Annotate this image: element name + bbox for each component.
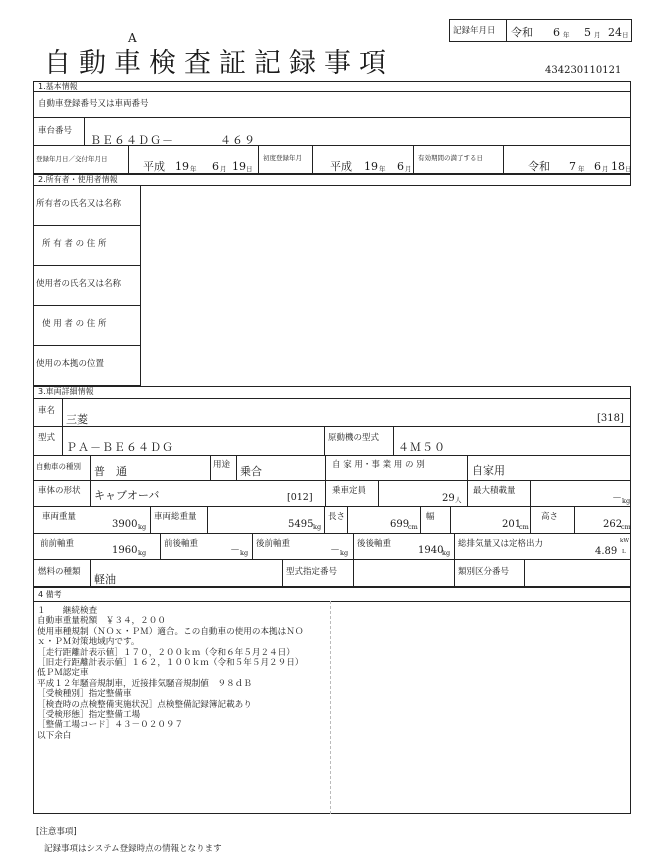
expiry-year: 7 bbox=[569, 160, 576, 173]
expiry-label: 有効期間の満了する日 bbox=[418, 154, 483, 162]
engine-model-label: 原動機の型式 bbox=[328, 433, 380, 443]
note-line: ［旧走行距離計表示値］１６２，１００ｋｍ（令和５年５月２９日） bbox=[37, 658, 304, 669]
reg-date-era: 平成 bbox=[143, 160, 165, 173]
rear-rear-axle-value: 1940 bbox=[418, 545, 444, 556]
record-date-era: 令和 bbox=[511, 26, 533, 39]
displacement-value: 4.89 bbox=[595, 546, 618, 557]
front-front-axle-value: 1960 bbox=[112, 545, 138, 556]
doc-number: 434230110121 bbox=[545, 65, 622, 76]
note-line: 使用車種規制（ＮＯｘ・ＰＭ）適合。この自動車の使用の本拠はＮＯ bbox=[37, 626, 304, 637]
fuel-type-label: 燃料の種類 bbox=[38, 567, 81, 577]
capacity-label: 乗車定員 bbox=[332, 486, 367, 496]
rear-front-axle-label: 後前軸重 bbox=[256, 539, 291, 549]
page-title: 自動車検査証記録事項 bbox=[44, 48, 394, 79]
owner-address-label: 所 有 者 の 住 所 bbox=[42, 239, 107, 249]
gross-weight-value: 5495 bbox=[288, 519, 314, 530]
chassis-value-2: ４６９ bbox=[220, 134, 256, 147]
note-line: ［走行距離計表示値］１７０，２００ｋｍ（令和６年５月２４日） bbox=[37, 647, 295, 658]
car-name-code: [318] bbox=[597, 413, 624, 424]
note-line: 自動車重量税額 ￥３４，２００ bbox=[37, 616, 166, 627]
note-line: ［整備工場コード］４３－０２０９７ bbox=[37, 720, 184, 731]
engine-model-value: ４Ｍ５０ bbox=[398, 441, 446, 454]
capacity-value: 29 bbox=[442, 493, 455, 504]
first-reg-year: 19 bbox=[364, 160, 378, 173]
note-line: ｘ・ＰＭ対策地域内です。 bbox=[37, 637, 140, 648]
note-line: ［受検種別］指定整備車 bbox=[37, 689, 132, 700]
note-line: 以下余白 bbox=[37, 730, 72, 741]
rear-rear-axle-label: 後後軸重 bbox=[357, 539, 392, 549]
max-load-label: 最大積載量 bbox=[473, 486, 516, 496]
body-shape-value: キャブオーバ bbox=[94, 489, 160, 502]
header-mark: A bbox=[128, 31, 137, 45]
model-label: 型式 bbox=[38, 433, 56, 443]
owner-name-label: 所有者の氏名又は名称 bbox=[36, 199, 122, 209]
first-reg-era: 平成 bbox=[330, 160, 352, 173]
category-number-label: 類別区分番号 bbox=[458, 567, 510, 577]
note-line: １ 継続検査 bbox=[37, 606, 98, 616]
notes-section-title: 4 備考 bbox=[38, 590, 62, 599]
first-reg-month: 6 bbox=[397, 160, 404, 173]
note-line: ［受検形態］指定整備工場 bbox=[37, 710, 141, 721]
reg-date-day: 19 bbox=[232, 160, 246, 173]
note-line: ［検査時の点検整備実施状況］点検整備記録簿記載あり bbox=[37, 699, 252, 710]
length-value: 699 bbox=[390, 519, 410, 530]
redacted-owner-info bbox=[141, 186, 657, 394]
note-line: 平成１２年騒音規制車，近接排気騒音規制値 ９８ｄＢ bbox=[37, 678, 252, 689]
vehicle-weight-label: 車両重量 bbox=[42, 512, 77, 522]
expiry-era: 令和 bbox=[528, 160, 550, 173]
width-label: 幅 bbox=[426, 512, 435, 522]
front-rear-axle-label: 前後軸重 bbox=[164, 539, 199, 549]
height-value: 262 bbox=[603, 519, 623, 530]
user-address-label: 使 用 者 の 住 所 bbox=[42, 319, 107, 329]
first-reg-label: 初度登録年月 bbox=[263, 154, 302, 162]
length-label: 長さ bbox=[328, 512, 346, 522]
base-location-label: 使用の本拠の位置 bbox=[36, 359, 105, 369]
type-designation-label: 型式指定番号 bbox=[286, 567, 338, 577]
body-shape-label: 車体の形状 bbox=[38, 486, 81, 496]
front-front-axle-label: 前前軸重 bbox=[40, 539, 75, 549]
gross-weight-label: 車両総重量 bbox=[154, 512, 197, 522]
rear-front-axle-value: － bbox=[330, 545, 340, 556]
owner-section-title: 2.所有者・使用者情報 bbox=[38, 175, 118, 184]
kind-label: 自動車の種別 bbox=[36, 462, 81, 471]
record-date-month: 5 bbox=[584, 26, 591, 39]
reg-number-label: 自動車登録番号又は車両番号 bbox=[38, 99, 149, 109]
use-value: 乗合 bbox=[240, 465, 262, 478]
basic-section-title: 1.基本情報 bbox=[38, 82, 78, 91]
private-business-value: 自家用 bbox=[472, 464, 505, 477]
record-date-day: 24 bbox=[608, 26, 622, 39]
notes-list bbox=[37, 606, 303, 741]
user-name-label: 使用者の氏名又は名称 bbox=[36, 279, 122, 289]
private-business-label: 自 家 用・事 業 用 の 別 bbox=[332, 460, 425, 470]
width-value: 201 bbox=[502, 519, 522, 530]
front-rear-axle-value: － bbox=[230, 545, 240, 556]
record-date-label: 記録年月日 bbox=[453, 26, 496, 36]
height-label: 高さ bbox=[541, 512, 559, 522]
vehicle-weight-value: 3900 bbox=[112, 519, 138, 530]
reg-date-year: 19 bbox=[175, 160, 189, 173]
chassis-label: 車台番号 bbox=[38, 126, 73, 136]
fuel-type-value: 軽油 bbox=[94, 573, 116, 586]
car-name-label: 車名 bbox=[38, 406, 56, 416]
expiry-day: 18 bbox=[611, 160, 625, 173]
max-load-value: － bbox=[612, 493, 622, 504]
reg-date-month: 6 bbox=[212, 160, 219, 173]
kind-value: 普 通 bbox=[94, 465, 127, 478]
vehicle-section-title: 3.車両詳細情報 bbox=[38, 387, 94, 396]
body-shape-code: [012] bbox=[287, 492, 313, 503]
record-date-year: 6 bbox=[553, 26, 560, 39]
reg-date-label: 登録年月日／交付年月日 bbox=[36, 155, 108, 163]
model-value: ＰＡ－ＢＥ６４ＤＧ bbox=[66, 441, 174, 454]
displacement-label: 総排気量又は定格出力 bbox=[458, 539, 544, 549]
use-label: 用途 bbox=[213, 460, 231, 470]
caution-label: [注意事項] bbox=[36, 827, 77, 837]
car-name-value: 三菱 bbox=[66, 413, 88, 426]
caution-text: 記録事項はシステム登録時点の情報となります bbox=[44, 844, 222, 854]
chassis-value: ＢＥ６４ＤＧ－ bbox=[90, 134, 174, 147]
note-line: 低ＰＭ認定車 bbox=[37, 668, 89, 679]
expiry-month: 6 bbox=[594, 160, 601, 173]
